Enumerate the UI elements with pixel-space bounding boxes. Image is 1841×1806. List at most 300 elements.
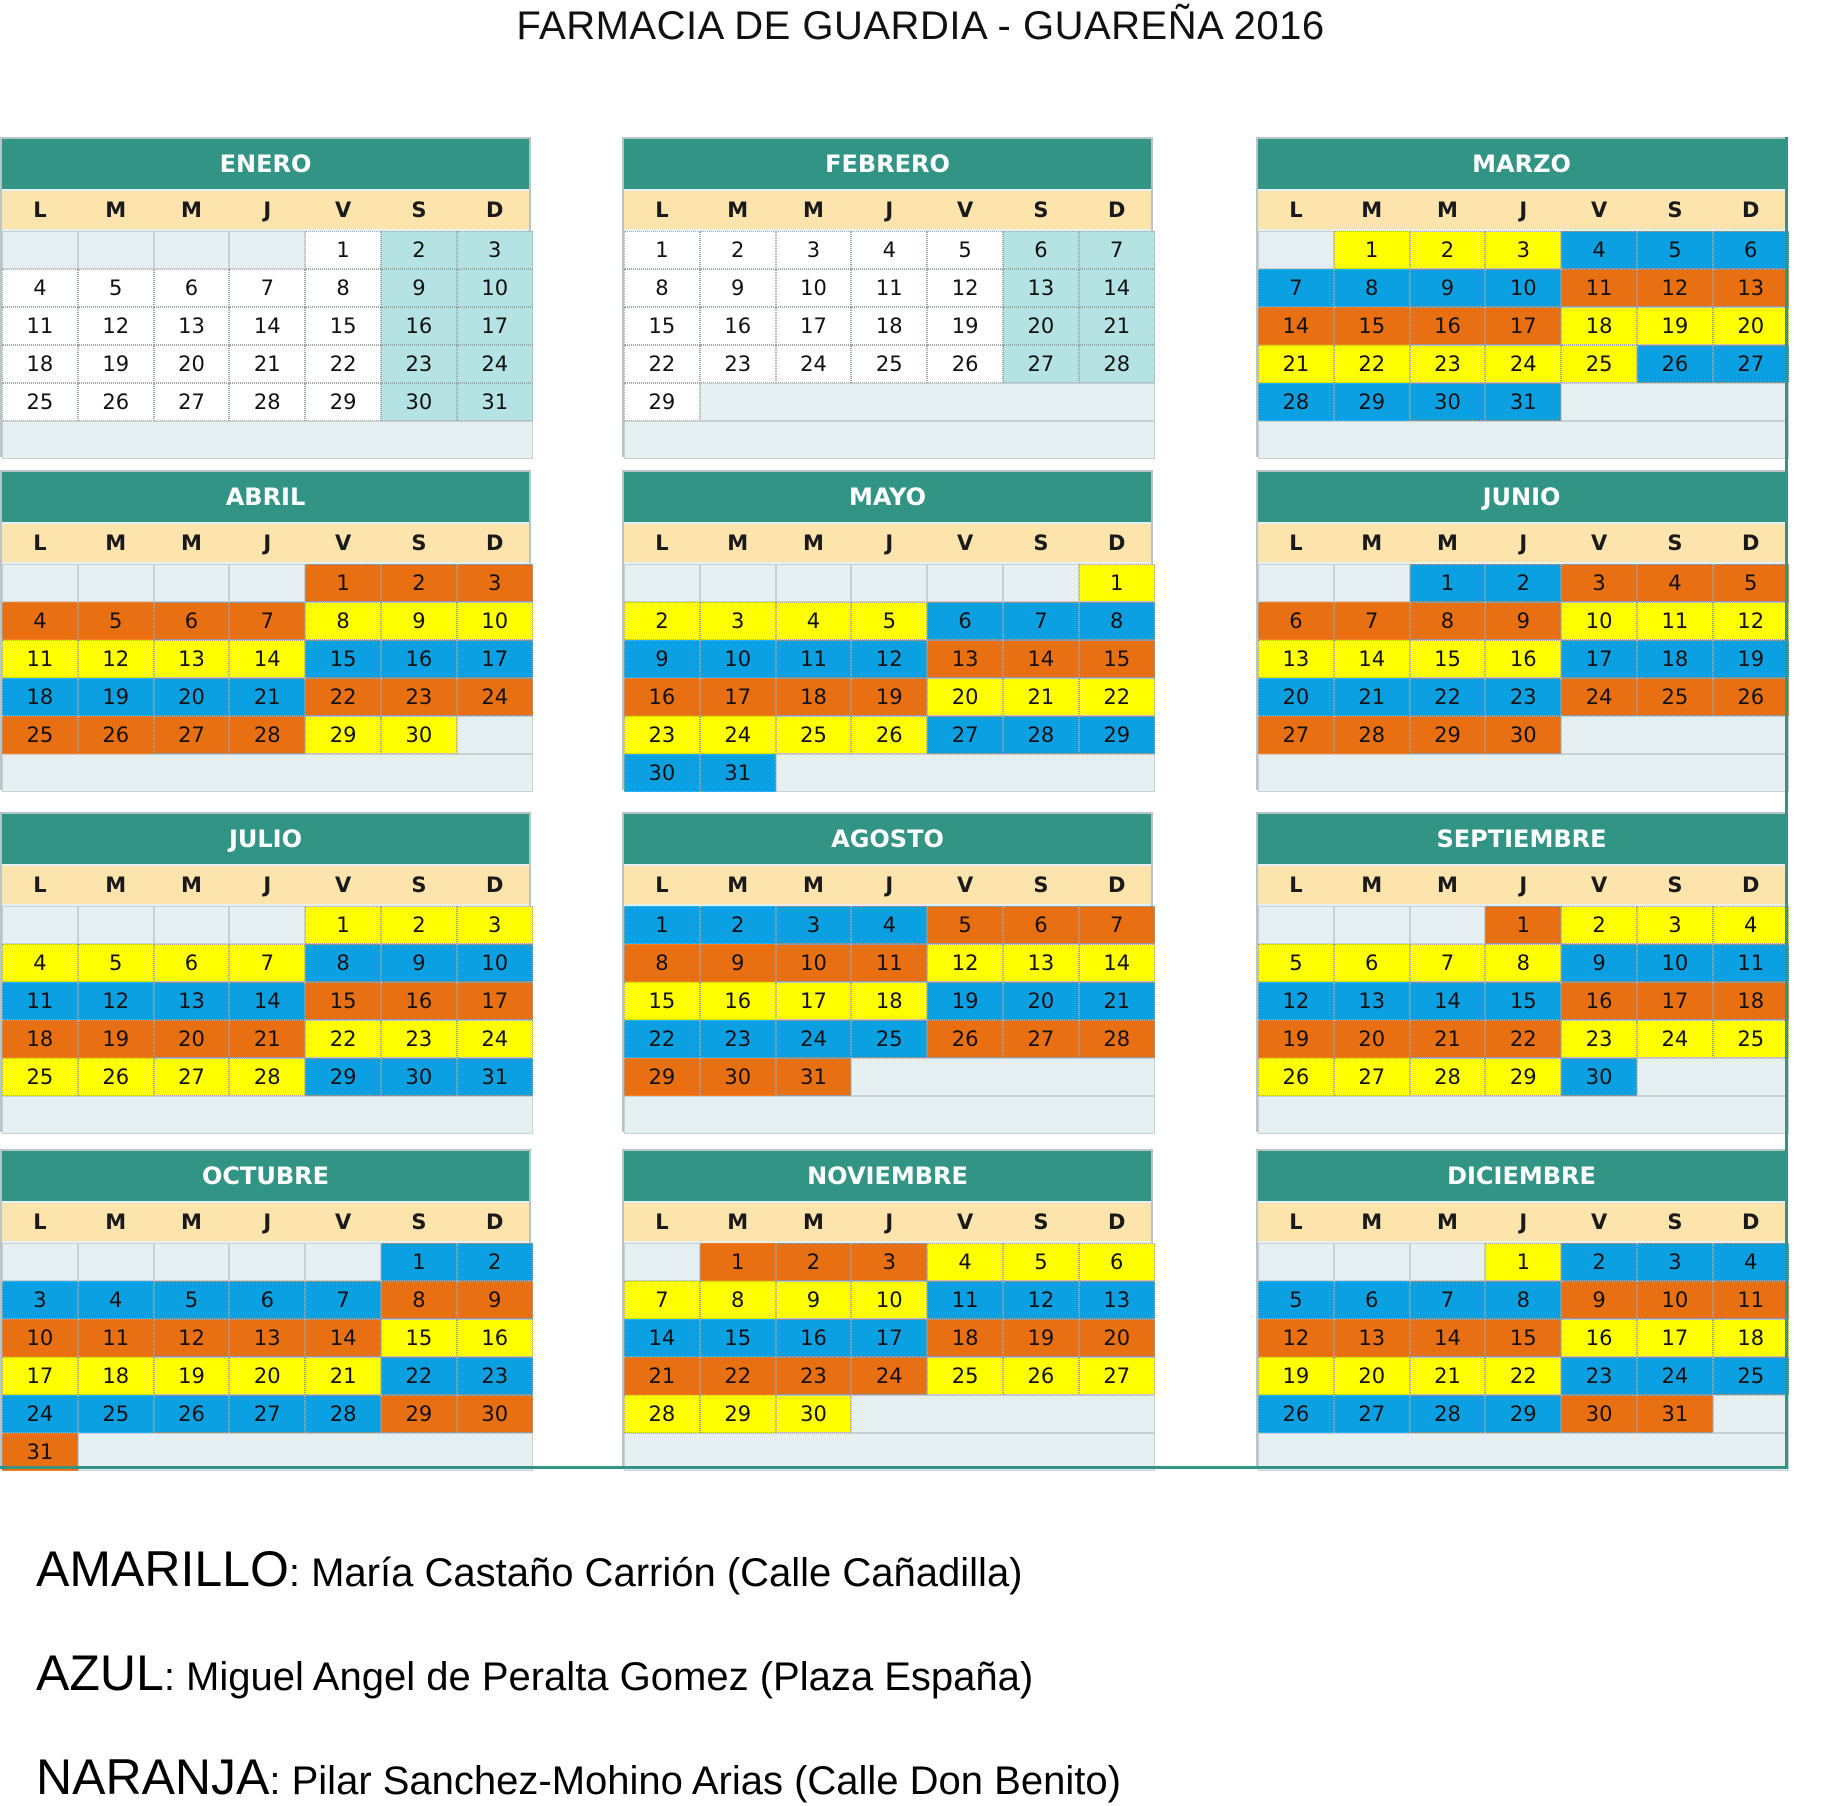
- day-cell: 15: [1410, 640, 1486, 678]
- month-header: DICIEMBRE: [1258, 1151, 1785, 1201]
- day-cell: 5: [78, 944, 154, 982]
- day-cell: 19: [1003, 1319, 1079, 1357]
- day-cell: 20: [1003, 307, 1079, 345]
- weekday-label: S: [1033, 198, 1049, 222]
- day-cell: 5: [78, 602, 154, 640]
- day-cell: 26: [1713, 678, 1789, 716]
- day-cell: 25: [78, 1395, 154, 1433]
- day-cell: 8: [1485, 1281, 1561, 1319]
- grid-border-bottom: [0, 1466, 1788, 1469]
- day-cell: 1: [305, 231, 381, 269]
- weekday-label: J: [885, 873, 894, 897]
- day-cell: 2: [381, 231, 457, 269]
- day-cell: 17: [776, 307, 852, 345]
- day-cell: 27: [229, 1395, 305, 1433]
- day-cell: 7: [305, 1281, 381, 1319]
- day-cell: 27: [927, 716, 1003, 754]
- day-cell: 16: [457, 1319, 533, 1357]
- day-cell: 19: [851, 678, 927, 716]
- day-cell: 2: [700, 231, 776, 269]
- weekday-label: L: [1289, 1210, 1303, 1234]
- day-cell: 5: [1003, 1243, 1079, 1281]
- day-cell: 5: [1713, 564, 1789, 602]
- month-octubre: [0, 1149, 531, 1469]
- day-cell: 25: [927, 1357, 1003, 1395]
- weekday-label: V: [1590, 873, 1608, 897]
- day-cell: 1: [624, 906, 700, 944]
- day-cell: 9: [1561, 1281, 1637, 1319]
- day-cell: 31: [457, 1058, 533, 1096]
- day-cell: 29: [1485, 1395, 1561, 1433]
- empty-day-cell: [851, 564, 927, 602]
- month-diciembre: [1256, 1149, 1787, 1469]
- day-cell: 1: [1485, 906, 1561, 944]
- day-cell: 26: [1003, 1357, 1079, 1395]
- day-cell: 9: [1485, 602, 1561, 640]
- day-cell: 4: [851, 906, 927, 944]
- day-cell: 20: [229, 1357, 305, 1395]
- weekday-label: S: [1667, 1210, 1683, 1234]
- day-cell: 21: [229, 1020, 305, 1058]
- weekday-row: [624, 524, 1151, 562]
- day-cell: 9: [776, 1281, 852, 1319]
- day-cell: 16: [381, 640, 457, 678]
- day-cell: 6: [1003, 231, 1079, 269]
- day-cell: 10: [700, 640, 776, 678]
- day-cell: 24: [1561, 678, 1637, 716]
- day-cell: 6: [229, 1281, 305, 1319]
- day-cell: 1: [305, 564, 381, 602]
- day-cell: 8: [1334, 269, 1410, 307]
- day-cell: 31: [2, 1433, 78, 1471]
- day-cell: 28: [1410, 1395, 1486, 1433]
- legend-item-blue: [36, 1644, 1033, 1702]
- day-cell: 14: [1334, 640, 1410, 678]
- empty-day-cell: [1258, 906, 1334, 944]
- month-header: ENERO: [2, 139, 529, 189]
- weekday-label: M: [803, 1210, 824, 1234]
- empty-day-cell: [1334, 564, 1410, 602]
- day-cell: 6: [1334, 1281, 1410, 1319]
- day-cell: 19: [1637, 307, 1713, 345]
- weekday-label: V: [334, 531, 352, 555]
- day-cell: 14: [1079, 269, 1155, 307]
- day-cell: 16: [381, 307, 457, 345]
- day-cell: 15: [1079, 640, 1155, 678]
- weekday-label: L: [33, 198, 47, 222]
- weekday-label: L: [1289, 873, 1303, 897]
- day-cell: 11: [2, 640, 78, 678]
- day-cell: 31: [1637, 1395, 1713, 1433]
- weekday-label: V: [334, 1210, 352, 1234]
- weekday-label: M: [727, 873, 749, 897]
- day-cell: 6: [927, 602, 1003, 640]
- day-cell: 12: [1713, 602, 1789, 640]
- month-agosto: [622, 812, 1153, 1132]
- weekday-label: L: [655, 1210, 669, 1234]
- empty-day-cell: [154, 1243, 230, 1281]
- legend-pharmacy-name: María Castaño Carrión (Calle Cañadilla): [299, 1551, 1023, 1595]
- weekday-label: S: [1033, 1210, 1049, 1234]
- weekday-label: V: [1590, 1210, 1608, 1234]
- day-cell: 2: [776, 1243, 852, 1281]
- weekday-label: M: [1361, 531, 1383, 555]
- day-cell: 17: [457, 640, 533, 678]
- day-cell: 25: [2, 1058, 78, 1096]
- day-cell: 12: [154, 1319, 230, 1357]
- days-grid: [1258, 564, 1785, 792]
- weekday-label: S: [411, 873, 427, 897]
- empty-day-cell: [700, 564, 776, 602]
- day-cell: 6: [1079, 1243, 1155, 1281]
- day-cell: 11: [2, 307, 78, 345]
- weekday-label: M: [803, 531, 824, 555]
- day-cell: 21: [229, 345, 305, 383]
- calendar-grid: [0, 137, 1841, 1467]
- day-cell: 26: [78, 716, 154, 754]
- day-cell: 28: [229, 1058, 305, 1096]
- legend-item-yellow: [36, 1540, 1023, 1598]
- day-cell: 22: [1485, 1020, 1561, 1058]
- day-cell: 18: [1637, 640, 1713, 678]
- day-cell: 12: [78, 982, 154, 1020]
- day-cell: 28: [1410, 1058, 1486, 1096]
- weekday-label: S: [411, 198, 427, 222]
- day-cell: 3: [1637, 906, 1713, 944]
- weekday-label: J: [263, 198, 272, 222]
- day-cell: 20: [154, 345, 230, 383]
- day-cell: 24: [700, 716, 776, 754]
- weekday-label: D: [1107, 198, 1126, 222]
- empty-week-row: [2, 1096, 533, 1134]
- day-cell: 26: [1258, 1395, 1334, 1433]
- day-cell: 21: [1079, 982, 1155, 1020]
- day-cell: 5: [927, 906, 1003, 944]
- empty-day-cell: [78, 564, 154, 602]
- day-cell: 18: [776, 678, 852, 716]
- weekday-row: [1258, 866, 1785, 904]
- empty-day-cell: [1410, 1243, 1486, 1281]
- day-cell: 11: [1713, 1281, 1789, 1319]
- day-cell: 23: [1410, 345, 1486, 383]
- month-julio: [0, 812, 531, 1132]
- day-cell: 18: [2, 345, 78, 383]
- day-cell: 7: [624, 1281, 700, 1319]
- weekday-label: S: [411, 1210, 427, 1234]
- day-cell: 31: [776, 1058, 852, 1096]
- day-cell: 16: [700, 307, 776, 345]
- day-cell: 8: [1410, 602, 1486, 640]
- weekday-label: D: [1741, 873, 1760, 897]
- day-cell: 27: [1334, 1395, 1410, 1433]
- day-cell: 28: [1258, 383, 1334, 421]
- weekday-label: J: [1519, 531, 1528, 555]
- day-cell: 29: [381, 1395, 457, 1433]
- day-cell: 22: [305, 678, 381, 716]
- empty-day-cell: [1334, 906, 1410, 944]
- month-header: MAYO: [624, 472, 1151, 522]
- day-cell: 10: [851, 1281, 927, 1319]
- weekday-row: [624, 866, 1151, 904]
- day-cell: 13: [1334, 1319, 1410, 1357]
- day-cell: 23: [776, 1357, 852, 1395]
- month-header: OCTUBRE: [2, 1151, 529, 1201]
- day-cell: 4: [927, 1243, 1003, 1281]
- day-cell: 2: [1561, 906, 1637, 944]
- grid-border-right: [1785, 137, 1788, 1469]
- day-cell: 25: [2, 716, 78, 754]
- empty-day-cell: [2, 231, 78, 269]
- weekday-label: S: [1033, 531, 1049, 555]
- legend-color-label: AZUL: [36, 1645, 164, 1701]
- weekday-label: J: [1519, 1210, 1528, 1234]
- day-cell: 25: [851, 345, 927, 383]
- day-cell: 12: [78, 640, 154, 678]
- day-cell: 1: [381, 1243, 457, 1281]
- empty-day-cell: [1637, 1058, 1789, 1096]
- day-cell: 21: [305, 1357, 381, 1395]
- day-cell: 16: [700, 982, 776, 1020]
- day-cell: 25: [2, 383, 78, 421]
- day-cell: 16: [776, 1319, 852, 1357]
- weekday-label: V: [334, 873, 352, 897]
- empty-day-cell: [229, 231, 305, 269]
- day-cell: 5: [851, 602, 927, 640]
- day-cell: 7: [1410, 1281, 1486, 1319]
- weekday-label: V: [1590, 198, 1608, 222]
- day-cell: 1: [700, 1243, 776, 1281]
- weekday-row: [624, 191, 1151, 229]
- day-cell: 5: [154, 1281, 230, 1319]
- day-cell: 7: [1410, 944, 1486, 982]
- month-header: JUNIO: [1258, 472, 1785, 522]
- day-cell: 15: [305, 982, 381, 1020]
- day-cell: 16: [624, 678, 700, 716]
- day-cell: 13: [1003, 269, 1079, 307]
- day-cell: 6: [154, 944, 230, 982]
- days-grid: [624, 906, 1151, 1134]
- day-cell: 9: [700, 944, 776, 982]
- day-cell: 22: [305, 1020, 381, 1058]
- day-cell: 15: [624, 982, 700, 1020]
- day-cell: 3: [457, 564, 533, 602]
- day-cell: 7: [1003, 602, 1079, 640]
- day-cell: 5: [1258, 944, 1334, 982]
- weekday-label: D: [1107, 531, 1126, 555]
- days-grid: [2, 231, 529, 459]
- day-cell: 14: [229, 640, 305, 678]
- day-cell: 15: [700, 1319, 776, 1357]
- day-cell: 27: [1334, 1058, 1410, 1096]
- weekday-label: J: [263, 1210, 272, 1234]
- day-cell: 19: [78, 345, 154, 383]
- day-cell: 6: [1003, 906, 1079, 944]
- empty-day-cell: [927, 564, 1003, 602]
- day-cell: 7: [1334, 602, 1410, 640]
- weekday-label: M: [105, 1210, 127, 1234]
- empty-day-cell: [1258, 1243, 1334, 1281]
- weekday-row: [624, 1203, 1151, 1241]
- day-cell: 21: [624, 1357, 700, 1395]
- day-cell: 21: [1079, 307, 1155, 345]
- month-enero: [0, 137, 531, 457]
- day-cell: 27: [1003, 1020, 1079, 1058]
- weekday-label: M: [1361, 873, 1383, 897]
- day-cell: 18: [1561, 307, 1637, 345]
- day-cell: 4: [851, 231, 927, 269]
- empty-day-cell: [776, 754, 1155, 792]
- day-cell: 16: [381, 982, 457, 1020]
- day-cell: 12: [1637, 269, 1713, 307]
- day-cell: 2: [624, 602, 700, 640]
- days-grid: [1258, 906, 1785, 1134]
- day-cell: 10: [776, 944, 852, 982]
- day-cell: 26: [927, 345, 1003, 383]
- weekday-label: M: [105, 198, 127, 222]
- day-cell: 12: [1258, 982, 1334, 1020]
- day-cell: 12: [851, 640, 927, 678]
- day-cell: 1: [1485, 1243, 1561, 1281]
- day-cell: 28: [229, 716, 305, 754]
- day-cell: 8: [624, 944, 700, 982]
- weekday-label: D: [1107, 1210, 1126, 1234]
- day-cell: 11: [1713, 944, 1789, 982]
- month-header: SEPTIEMBRE: [1258, 814, 1785, 864]
- empty-day-cell: [229, 906, 305, 944]
- weekday-label: V: [1590, 531, 1608, 555]
- day-cell: 5: [78, 269, 154, 307]
- weekday-label: J: [263, 531, 272, 555]
- day-cell: 11: [1637, 602, 1713, 640]
- weekday-label: L: [1289, 198, 1303, 222]
- day-cell: 8: [624, 269, 700, 307]
- weekday-row: [1258, 524, 1785, 562]
- day-cell: 5: [1637, 231, 1713, 269]
- weekday-label: M: [803, 873, 824, 897]
- day-cell: 15: [1485, 982, 1561, 1020]
- legend-separator: :: [288, 1551, 300, 1595]
- day-cell: 13: [1713, 269, 1789, 307]
- weekday-label: D: [1741, 198, 1760, 222]
- empty-day-cell: [2, 906, 78, 944]
- day-cell: 4: [2, 269, 78, 307]
- day-cell: 8: [305, 269, 381, 307]
- empty-day-cell: [1561, 716, 1788, 754]
- day-cell: 3: [1637, 1243, 1713, 1281]
- day-cell: 17: [1637, 982, 1713, 1020]
- days-grid: [2, 1243, 529, 1471]
- day-cell: 7: [1258, 269, 1334, 307]
- weekday-label: S: [1033, 873, 1049, 897]
- day-cell: 18: [1713, 982, 1789, 1020]
- day-cell: 4: [2, 944, 78, 982]
- empty-day-cell: [1334, 1243, 1410, 1281]
- weekday-label: M: [1437, 873, 1458, 897]
- weekday-label: M: [181, 198, 202, 222]
- day-cell: 19: [78, 678, 154, 716]
- weekday-label: L: [655, 531, 669, 555]
- weekday-row: [2, 866, 529, 904]
- day-cell: 24: [851, 1357, 927, 1395]
- month-mayo: [622, 470, 1153, 790]
- day-cell: 10: [1485, 269, 1561, 307]
- day-cell: 11: [1561, 269, 1637, 307]
- day-cell: 23: [381, 1020, 457, 1058]
- month-header: NOVIEMBRE: [624, 1151, 1151, 1201]
- empty-week-row: [1258, 754, 1789, 792]
- day-cell: 7: [1079, 231, 1155, 269]
- day-cell: 24: [2, 1395, 78, 1433]
- weekday-label: S: [1667, 873, 1683, 897]
- weekday-label: M: [803, 198, 824, 222]
- day-cell: 27: [154, 1058, 230, 1096]
- weekday-label: S: [1667, 198, 1683, 222]
- day-cell: 25: [1561, 345, 1637, 383]
- day-cell: 8: [305, 944, 381, 982]
- day-cell: 17: [457, 982, 533, 1020]
- days-grid: [624, 1243, 1151, 1471]
- weekday-label: V: [334, 198, 352, 222]
- day-cell: 13: [1258, 640, 1334, 678]
- day-cell: 8: [1079, 602, 1155, 640]
- day-cell: 20: [927, 678, 1003, 716]
- empty-day-cell: [229, 1243, 305, 1281]
- day-cell: 26: [1637, 345, 1713, 383]
- empty-day-cell: [1003, 564, 1079, 602]
- day-cell: 21: [229, 678, 305, 716]
- day-cell: 11: [2, 982, 78, 1020]
- month-noviembre: [622, 1149, 1153, 1469]
- weekday-label: D: [485, 531, 504, 555]
- day-cell: 2: [457, 1243, 533, 1281]
- day-cell: 20: [154, 678, 230, 716]
- day-cell: 23: [1561, 1020, 1637, 1058]
- day-cell: 22: [305, 345, 381, 383]
- day-cell: 15: [624, 307, 700, 345]
- day-cell: 11: [927, 1281, 1003, 1319]
- day-cell: 13: [154, 307, 230, 345]
- day-cell: 29: [305, 716, 381, 754]
- days-grid: [2, 906, 529, 1134]
- day-cell: 20: [1713, 307, 1789, 345]
- day-cell: 3: [700, 602, 776, 640]
- weekday-row: [1258, 1203, 1785, 1241]
- day-cell: 17: [1637, 1319, 1713, 1357]
- day-cell: 1: [1334, 231, 1410, 269]
- weekday-label: J: [885, 198, 894, 222]
- day-cell: 29: [624, 383, 700, 421]
- day-cell: 24: [1485, 345, 1561, 383]
- day-cell: 2: [1561, 1243, 1637, 1281]
- day-cell: 2: [381, 906, 457, 944]
- weekday-label: J: [263, 873, 272, 897]
- empty-day-cell: [2, 1243, 78, 1281]
- empty-week-row: [2, 421, 533, 459]
- weekday-row: [1258, 191, 1785, 229]
- day-cell: 12: [927, 269, 1003, 307]
- day-cell: 12: [1258, 1319, 1334, 1357]
- weekday-label: J: [1519, 873, 1528, 897]
- day-cell: 21: [1258, 345, 1334, 383]
- days-grid: [1258, 1243, 1785, 1471]
- day-cell: 3: [1485, 231, 1561, 269]
- day-cell: 23: [381, 678, 457, 716]
- day-cell: 19: [1258, 1020, 1334, 1058]
- weekday-label: J: [885, 1210, 894, 1234]
- day-cell: 10: [2, 1319, 78, 1357]
- day-cell: 20: [1003, 982, 1079, 1020]
- month-junio: [1256, 470, 1787, 790]
